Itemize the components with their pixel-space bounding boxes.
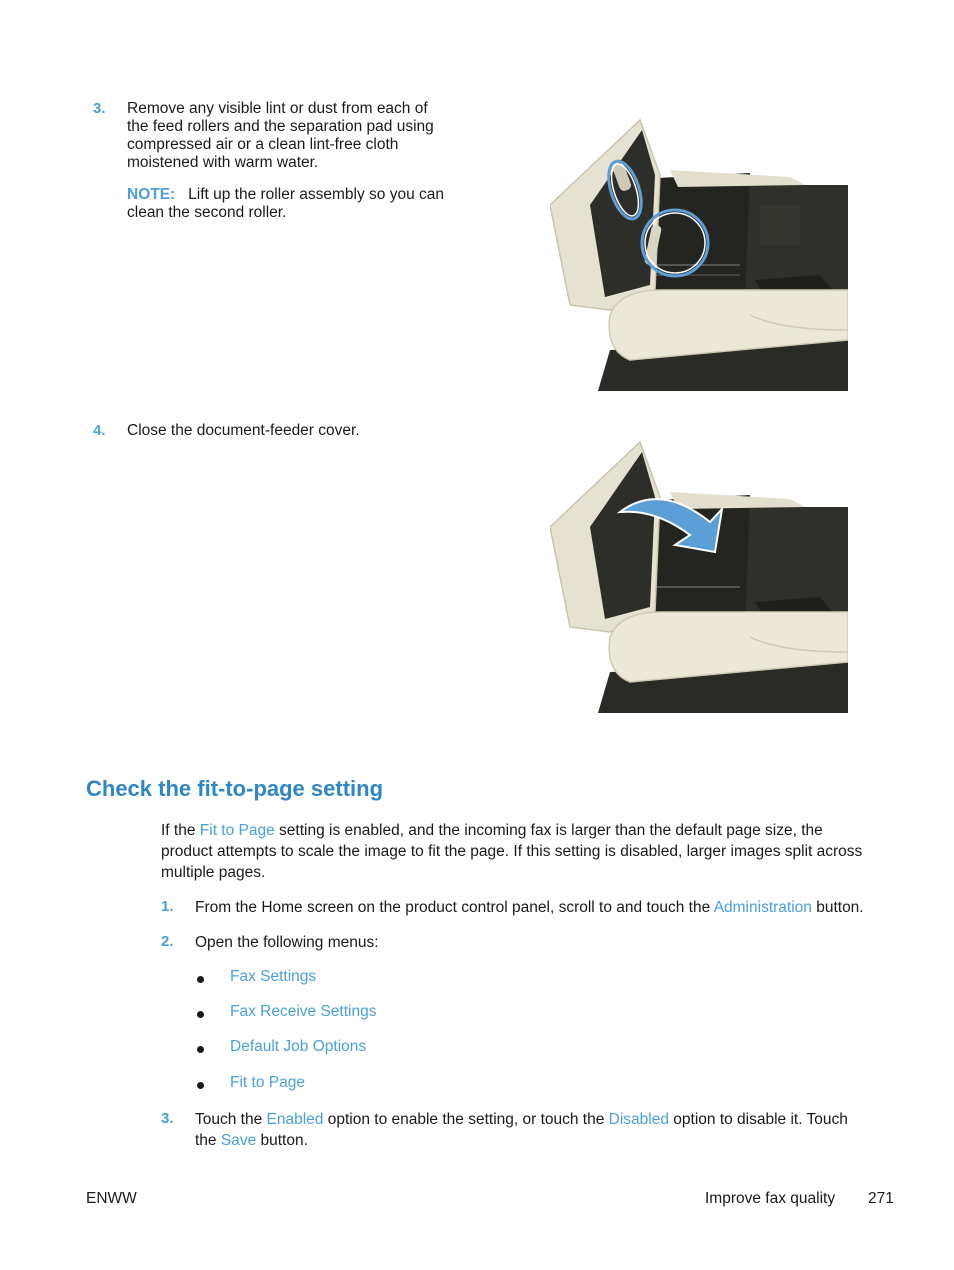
step-text: option to enable the setting, or touch the xyxy=(323,1111,609,1128)
menu-fit-to-page[interactable]: Fit to Page xyxy=(230,1074,305,1091)
enabled-option[interactable]: Enabled xyxy=(266,1111,324,1128)
menu-default-job-options[interactable]: Default Job Options xyxy=(230,1038,367,1055)
intro-line: product attempts to scale the image to fit the page. If this setting is disabled, larger images split across xyxy=(161,843,863,860)
step-3-line: Remove any visible lint or dust from each of xyxy=(127,100,428,117)
step-text: the xyxy=(195,1132,221,1149)
disabled-option[interactable]: Disabled xyxy=(608,1111,669,1128)
step-text: From the Home screen on the product control panel, scroll to and touch the xyxy=(195,899,714,916)
step-text: Touch the xyxy=(195,1111,267,1128)
bullet-icon xyxy=(197,1082,204,1089)
note-line: clean the second roller. xyxy=(127,204,287,221)
note-label: NOTE: xyxy=(127,186,176,203)
note xyxy=(127,186,467,222)
section-step-3-number: 3. xyxy=(161,1110,174,1127)
intro-pre: If the xyxy=(161,822,200,839)
step-3-line: the feed rollers and the separation pad using xyxy=(127,118,434,135)
intro-rest: setting is enabled, and the incoming fax is larger than the default page size, the xyxy=(274,822,823,839)
section-title: Check the fit-to-page setting xyxy=(86,776,384,801)
section-step-2-number: 2. xyxy=(161,933,174,950)
section-step-2-text: Open the following menus: xyxy=(195,934,379,951)
administration-link[interactable]: Administration xyxy=(713,899,812,916)
bullet-icon xyxy=(197,1011,204,1018)
footer-left: ENWW xyxy=(86,1190,137,1207)
menu-fax-settings[interactable]: Fax Settings xyxy=(230,968,317,985)
section-step-1-text xyxy=(195,897,864,918)
feeder-rollers-illustration xyxy=(550,115,848,391)
footer-section: Improve fax quality xyxy=(705,1190,836,1207)
section-step-1-number: 1. xyxy=(161,898,174,915)
step-3-text xyxy=(127,100,467,172)
step-4-text: Close the document-feeder cover. xyxy=(127,422,360,439)
save-button[interactable]: Save xyxy=(220,1132,257,1149)
note-line: Lift up the roller assembly so you can xyxy=(188,186,445,203)
step-4-number: 4. xyxy=(93,422,106,439)
step-3-line: moistened with warm water. xyxy=(127,154,319,171)
step-text: option to disable it. Touch xyxy=(668,1111,848,1128)
page-number: 271 xyxy=(868,1190,894,1207)
step-text: button. xyxy=(256,1132,308,1149)
step-3-number: 3. xyxy=(93,100,106,117)
fit-to-page-link[interactable]: Fit to Page xyxy=(199,822,275,839)
intro-line: multiple pages. xyxy=(161,864,266,881)
step-text: button. xyxy=(811,899,864,916)
menu-fax-receive-settings[interactable]: Fax Receive Settings xyxy=(230,1003,377,1020)
bullet-icon xyxy=(197,976,204,983)
close-cover-illustration xyxy=(550,437,848,713)
step-3-line: compressed air or a clean lint-free cloth xyxy=(127,136,399,153)
section-step-3-text xyxy=(195,1109,885,1151)
section-intro xyxy=(161,820,881,883)
bullet-icon xyxy=(197,1046,204,1053)
